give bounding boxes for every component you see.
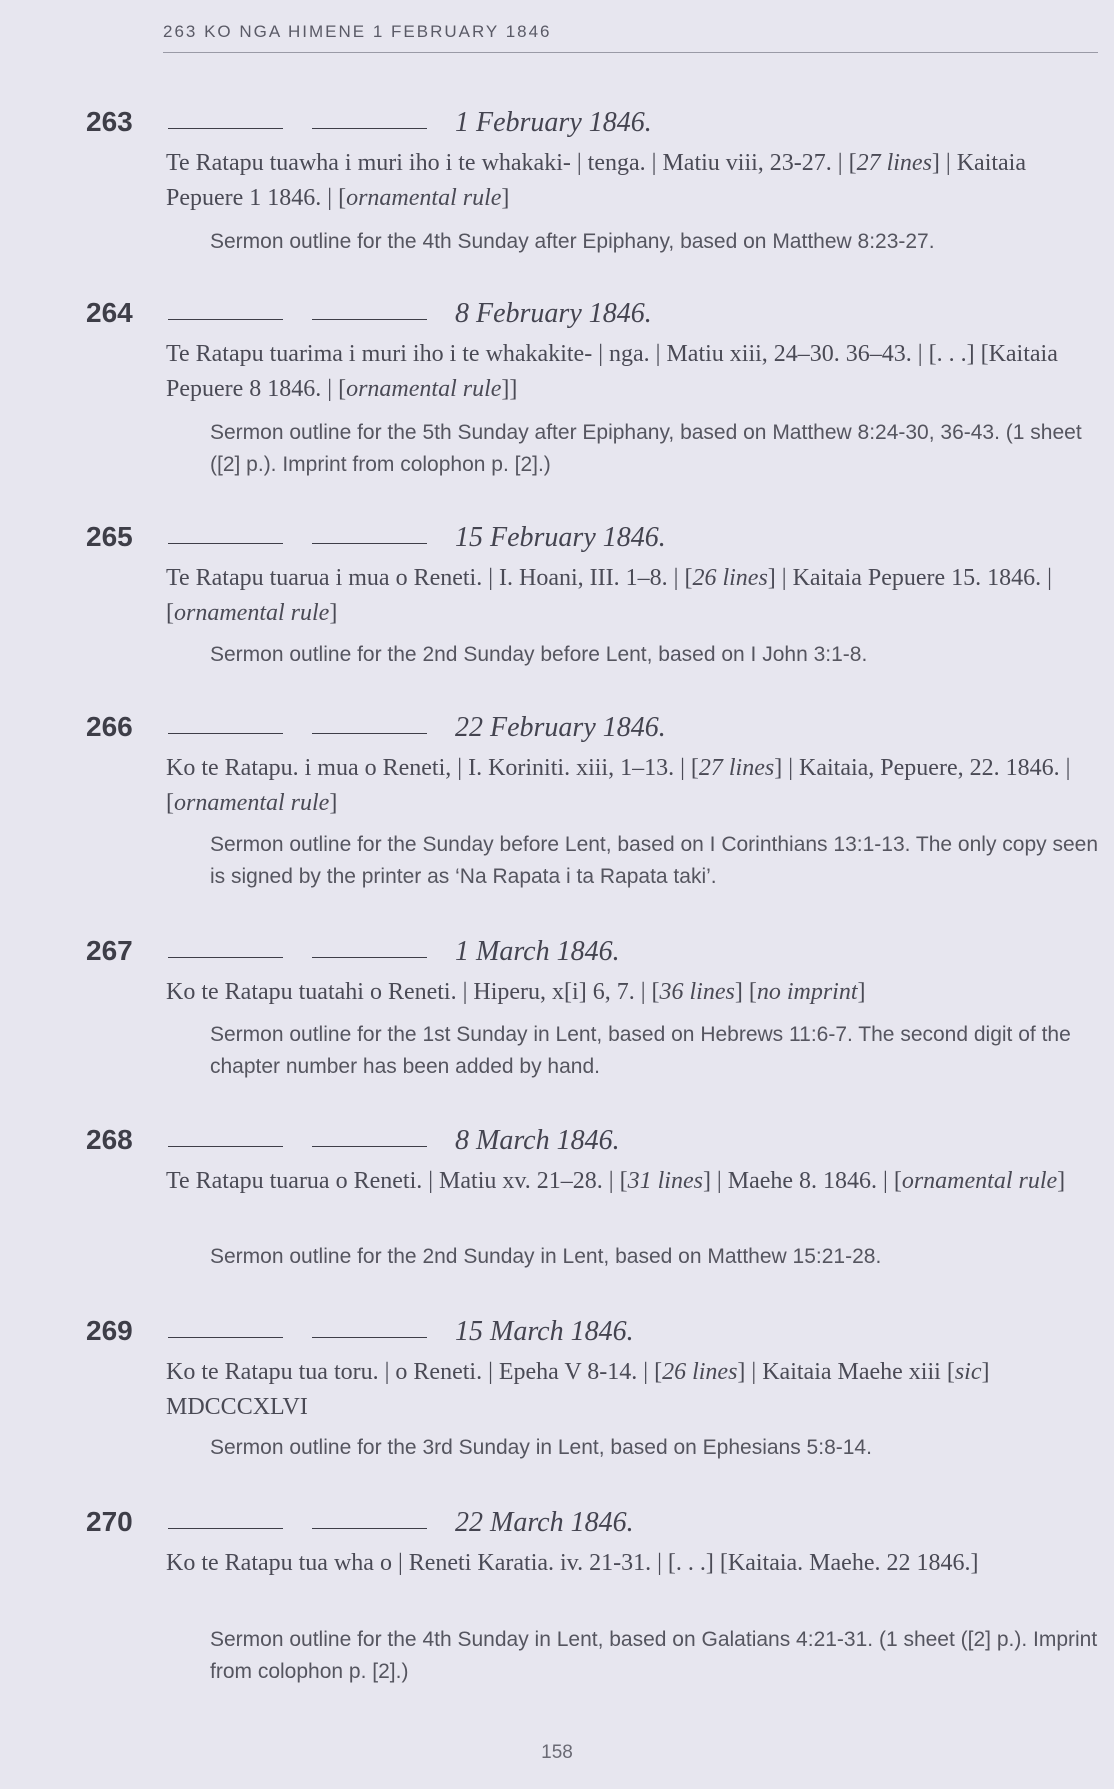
entry-date: 22 February 1846. bbox=[455, 712, 666, 743]
rule-right bbox=[312, 733, 427, 734]
entry-note: Sermon outline for the 3rd Sunday in Lent, based on Ephesians 5:8-14. bbox=[210, 1436, 872, 1459]
rule-right bbox=[312, 957, 427, 958]
rule-right bbox=[312, 543, 427, 544]
entry-title: Te Ratapu tuarua i mua o Reneti. | I. Hoani, III. 1–8. | [26 lines] | Kaitaia Pepuere 15. 1846. | [ornamental rule] bbox=[166, 565, 1052, 626]
entry-date: 15 February 1846. bbox=[455, 522, 666, 553]
entry-number: 267 bbox=[86, 935, 133, 966]
rule-right bbox=[312, 1146, 427, 1147]
entry-number: 263 bbox=[86, 106, 133, 137]
entry-title: Ko te Ratapu tuatahi o Reneti. | Hiperu, x[i] 6, 7. | [36 lines] [no imprint] bbox=[166, 979, 866, 1005]
entry-date: 1 March 1846. bbox=[455, 936, 620, 967]
entry-date: 8 February 1846. bbox=[455, 298, 652, 329]
entry-title: Ko te Ratapu tua toru. | o Reneti. | Epeha V 8-14. | [26 lines] | Kaitaia Maehe xiii [sic] MDCCCXLVI bbox=[166, 1359, 990, 1420]
rule-right bbox=[312, 319, 427, 320]
entry-title: Te Ratapu tuarima i muri iho i te whakakite- | nga. | Matiu xiii, 24–30. 36–43. | [. . .] [Kaitaia Pepuere 8 1846. | [ornamental rule]] bbox=[166, 341, 1058, 402]
entry-note: Sermon outline for the 4th Sunday in Lent, based on Galatians 4:21-31. (1 sheet ([2] p.). Imprint from colophon p. [2].) bbox=[210, 1628, 1098, 1683]
rule-right bbox=[312, 128, 427, 129]
entry-number: 265 bbox=[86, 521, 133, 552]
page-number: 158 bbox=[541, 1742, 573, 1763]
rule-right bbox=[312, 1528, 427, 1529]
entry-number: 269 bbox=[86, 1315, 133, 1346]
entry-note: Sermon outline for the 5th Sunday after Epiphany, based on Matthew 8:24-30, 36-43. (1 sheet ([2] p.). Imprint from colophon p. [2].) bbox=[210, 421, 1082, 476]
entry-number: 264 bbox=[86, 297, 133, 328]
entry-number: 270 bbox=[86, 1506, 133, 1537]
rule-left bbox=[168, 1337, 283, 1338]
rule-left bbox=[168, 957, 283, 958]
entry-note: Sermon outline for the 4th Sunday after Epiphany, based on Matthew 8:23-27. bbox=[210, 230, 935, 253]
rule-left bbox=[168, 1528, 283, 1529]
entry-note: Sermon outline for the Sunday before Lent, based on I Corinthians 13:1-13. The only copy seen is signed by the printer as ‘Na Rapata i ta Rapata taki’. bbox=[210, 833, 1099, 888]
entry-title: Ko te Ratapu. i mua o Reneti, | I. Koriniti. xiii, 1–13. | [27 lines] | Kaitaia, Pepuere, 22. 1846. | [ornamental rule] bbox=[166, 755, 1071, 816]
rule-left bbox=[168, 1146, 283, 1147]
entry-number: 268 bbox=[86, 1124, 133, 1155]
running-head: 263 KO NGA HIMENE 1 FEBRUARY 1846 bbox=[163, 22, 552, 41]
entry-date: 8 March 1846. bbox=[455, 1125, 620, 1156]
rule-right bbox=[312, 1337, 427, 1338]
entry-title: Te Ratapu tuawha i muri iho i te whakaki- | tenga. | Matiu viii, 23-27. | [27 lines] | Kaitaia Pepuere 1 1846. | [ornamental rule] bbox=[166, 150, 1026, 211]
entry-title: Ko te Ratapu tua wha o | Reneti Karatia. iv. 21-31. | [. . .] [Kaitaia. Maehe. 22 1846.] bbox=[166, 1550, 979, 1576]
header-rule bbox=[163, 52, 1098, 53]
entry-date: 22 March 1846. bbox=[455, 1507, 634, 1538]
entry-note: Sermon outline for the 2nd Sunday in Lent, based on Matthew 15:21-28. bbox=[210, 1245, 882, 1268]
entry-note: Sermon outline for the 1st Sunday in Lent, based on Hebrews 11:6-7. The second digit of the chapter number has been added by hand. bbox=[210, 1023, 1071, 1078]
rule-left bbox=[168, 319, 283, 320]
rule-left bbox=[168, 128, 283, 129]
rule-left bbox=[168, 543, 283, 544]
rule-left bbox=[168, 733, 283, 734]
entry-note: Sermon outline for the 2nd Sunday before Lent, based on I John 3:1-8. bbox=[210, 643, 868, 666]
entry-title: Te Ratapu tuarua o Reneti. | Matiu xv. 21–28. | [31 lines] | Maehe 8. 1846. | [ornamental rule] bbox=[166, 1168, 1066, 1194]
entry-date: 15 March 1846. bbox=[455, 1316, 634, 1347]
entry-date: 1 February 1846. bbox=[455, 107, 652, 138]
entry-number: 266 bbox=[86, 711, 133, 742]
